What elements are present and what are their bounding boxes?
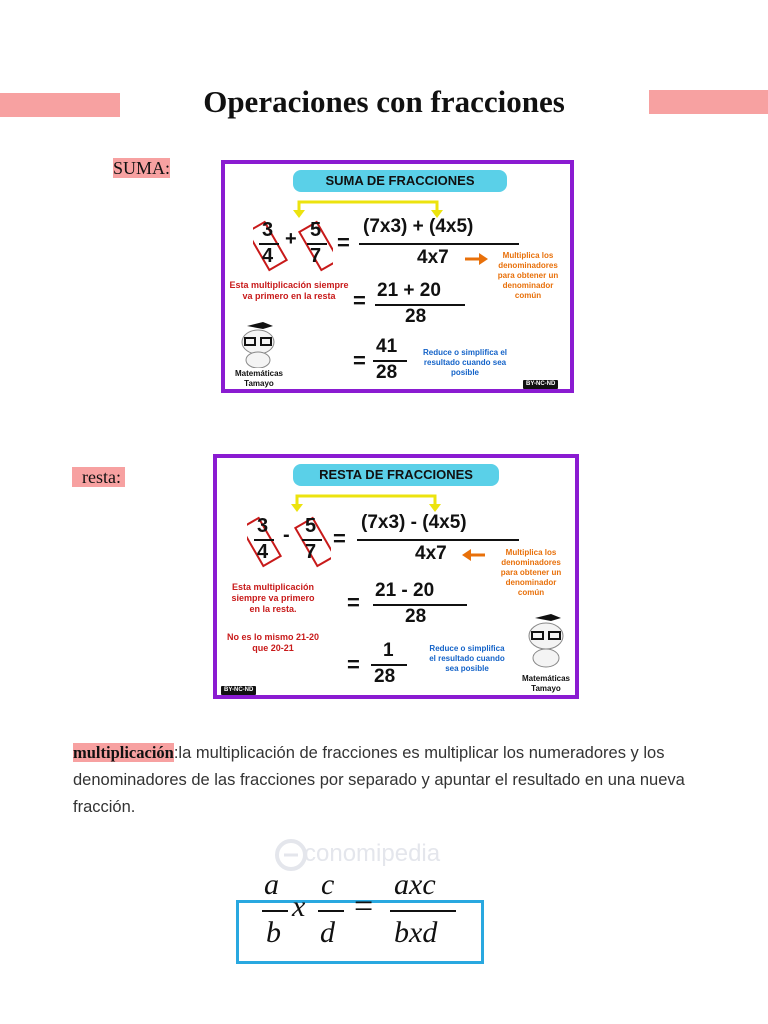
suma-f1-den: 4 — [262, 245, 274, 267]
formula-bar-main — [390, 910, 456, 912]
formula-c: c — [321, 868, 335, 901]
resta-f1-num: 3 — [257, 515, 269, 537]
formula-num: axc — [394, 868, 436, 901]
suma-label — [113, 158, 170, 179]
resta-step3-num: 1 — [383, 640, 394, 661]
multiplicacion-term: multiplicación — [73, 743, 174, 762]
resta-note-red2: No es lo mismo 21-20 que 20-21 — [226, 632, 320, 653]
resta-note-blue: Reduce o simplifica el resultado cuando sea posible — [429, 644, 505, 673]
suma-license-badge: BY-NC-ND — [523, 380, 558, 389]
resta-rhs-den: 4x7 — [415, 543, 447, 564]
suma-rhs-bar — [359, 243, 519, 245]
resta-eq3: = — [347, 652, 360, 677]
resta-label-value: resta: — [82, 467, 121, 487]
page-title: Operaciones con fracciones — [203, 84, 565, 119]
suma-f2-num: 5 — [310, 219, 322, 241]
suma-step2-den: 28 — [405, 306, 427, 327]
suma-author: Matemáticas Tamayo — [234, 369, 284, 388]
resta-card-header: RESTA DE FRACCIONES — [293, 464, 499, 486]
formula-b: b — [266, 916, 281, 949]
formula-figure — [234, 836, 486, 968]
formula-bar-ab — [262, 910, 288, 912]
suma-op: + — [285, 228, 297, 250]
suma-eq1: = — [337, 230, 350, 255]
cat-mascot-icon — [233, 320, 283, 368]
multiplicacion-text: :la multiplicación de fracciones es multiplicar los numeradores y los denominadores de las fracciones por separado y apuntar el resultado en una nueva fracción. — [73, 744, 685, 816]
resta-eq1: = — [333, 526, 346, 551]
formula-den: bxd — [394, 916, 438, 949]
resta-op: - — [283, 524, 290, 546]
multiplicacion-paragraph — [73, 739, 693, 821]
suma-note-blue: Reduce o simplifica el resultado cuando sea posible — [422, 348, 508, 377]
cat-mascot-icon — [519, 612, 573, 670]
resta-note-orange: Multiplica los denominadores para obtener un denominador común — [500, 548, 562, 597]
economipedia-logo-icon — [274, 838, 308, 872]
formula-a: a — [264, 868, 279, 901]
resta-step2-den: 28 — [405, 606, 427, 627]
suma-step3-num: 41 — [376, 336, 398, 357]
suma-card — [221, 160, 574, 393]
formula-bar-cd — [318, 910, 344, 912]
arrow-left-icon — [461, 548, 487, 562]
resta-label — [72, 467, 125, 488]
resta-f2-den: 7 — [305, 541, 317, 563]
resta-rhs-bar — [357, 539, 519, 541]
resta-f1-den: 4 — [257, 541, 269, 563]
resta-license-badge: BY-NC-ND — [221, 686, 256, 695]
suma-step3-den: 28 — [376, 362, 398, 383]
resta-step2-num: 21 - 20 — [375, 580, 435, 601]
suma-card-header: SUMA DE FRACCIONES — [293, 170, 507, 192]
economipedia-watermark: conomipedia — [304, 840, 441, 867]
arrow-right-icon — [463, 252, 489, 266]
resta-eq2: = — [347, 590, 360, 615]
resta-rhs-num: (7x3) - (4x5) — [361, 512, 467, 533]
formula-eq: = — [354, 888, 374, 925]
suma-label-text: SUMA: — [113, 158, 171, 178]
resta-f2-num: 5 — [305, 515, 317, 537]
resta-label-text — [72, 467, 125, 487]
suma-eq3: = — [353, 348, 366, 373]
suma-note-red: Esta multiplicación siempre va primero en la resta — [229, 280, 349, 301]
suma-f2-den: 7 — [310, 245, 322, 267]
resta-author: Matemáticas Tamayo — [521, 674, 571, 693]
suma-rhs-num: (7x3) + (4x5) — [363, 216, 474, 237]
suma-f1-num: 3 — [262, 219, 274, 241]
suma-eq2: = — [353, 288, 366, 313]
formula-x: x — [292, 890, 306, 923]
suma-step2-num: 21 + 20 — [377, 280, 441, 301]
suma-note-orange: Multiplica los denominadores para obtener un denominador común — [497, 251, 559, 300]
resta-card — [213, 454, 579, 699]
suma-rhs-den: 4x7 — [417, 247, 449, 268]
resta-note-red: Esta multiplicación siempre va primero en la resta. — [231, 582, 315, 614]
formula-d: d — [320, 916, 335, 949]
resta-step3-den: 28 — [374, 666, 396, 687]
